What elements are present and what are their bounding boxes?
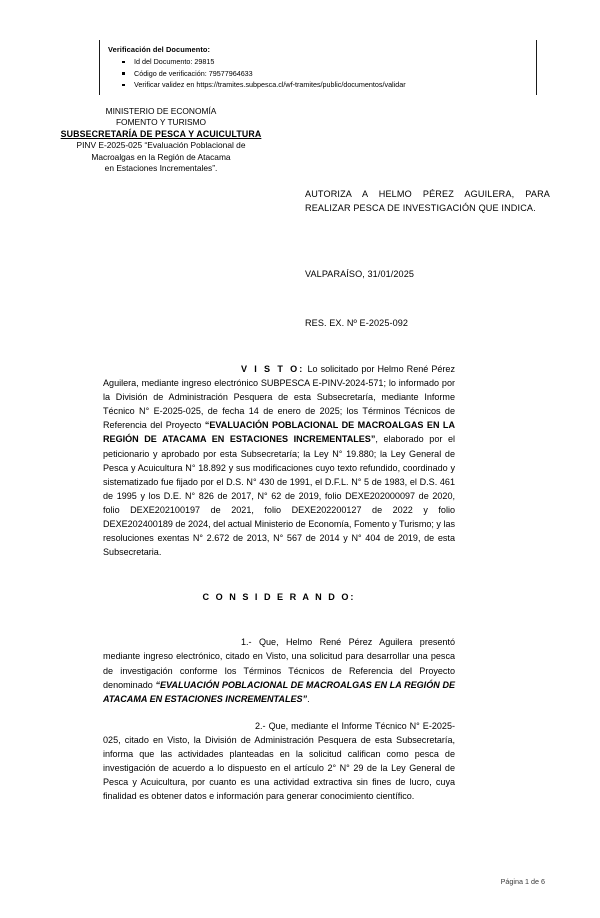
ministry-header: [26, 106, 296, 175]
document-body: [103, 362, 455, 803]
verification-item-code: Código de verificación: 79577964633: [108, 68, 532, 80]
visto-paragraph: [103, 362, 455, 559]
subsecretaria-line: SUBSECRETARÍA DE PESCA Y ACUICULTURA: [60, 128, 262, 139]
considerando-item-2: [103, 719, 455, 804]
page-footer: Página 1 de 6: [500, 877, 545, 886]
visto-project-title: “EVALUACIÓN POBLACIONAL DE MACROALGAS EN LA REGIÓN DE ATACAMA EN ESTACIONES INCREMENTALES”: [103, 420, 455, 445]
visto-part-2: , elaborado por el peticionario y aprobado por esta Subsecretaría; la Ley N° 19.880; la Ley General de Pesca y Acuicultura N° 18.892 y sus modificaciones cuyo texto refundido, coordinado y sistematizado fue fijado por el D.S. N° 430 de 1991, el D.F.L. N° 5 de 1983, el D.S. 461 de 1995 y los D.E. N° 826 de 2017, N° 62 de 2019, folio DEXE202000097 de 2020, folio DEXE202100197 de 2021, folio DEXE202200127 de 2022 y folio DEXE202400189 de 2024, del actual Ministerio de Economía, Fomento y Turismo; y las resoluciones exentas N° 2.672 de 2013, N° 567 de 2014 y N° 404 de 2019, de esta Subsecretaria.: [103, 434, 456, 558]
resolution-number: RES. EX. Nº E-2025-092: [305, 318, 409, 328]
spacer-before-considerando: [103, 559, 455, 586]
verification-item-url: Verificar validez en https://tramites.subpesca.cl/wf-tramites/public/documentos/validar: [108, 79, 532, 91]
considerando-item-1: [103, 635, 455, 705]
authorization-title: AUTORIZA A HELMO PÉREZ AGUILERA, PARA REALIZAR PESCA DE INVESTIGACIÓN QUE INDICA.: [305, 189, 550, 213]
verification-item-document-id: Id del Documento: 29815: [108, 56, 532, 68]
ministry-line-2: FOMENTO Y TURISMO: [115, 117, 207, 128]
visto-part-1: Lo solicitado por Helmo René Pérez Aguilera, mediante ingreso electrónico SUBPESCA E-PINV-2024-571; lo informado por la División de Administración Pesquera de esta Subsecretaría, mediante Informe Técnico N° E-2025-025, de fecha 14 de enero de 2025; los Términos Técnicos de Referencia del Proyecto: [103, 364, 455, 431]
considerando-2-text: Que, mediante el Informe Técnico N° E-2025-025, citado en Visto, la División de Administración Pesquera de esta Subsecretaría, informa que las actividades planteadas en la solicitud califican como pesca de investigación de acuerdo a lo dispuesto en el artículo 2° N° 29 de la Ley General de Pesca y Acuicultura, por cuanto es una actividad extractiva sin fines de lucro, cuya finalidad es obtener datos e información para generar conocimiento científico.: [103, 720, 455, 802]
project-line-2: Macroalgas en la Región de Atacama: [91, 151, 231, 162]
ministry-line-1: MINISTERIO DE ECONOMÍA: [105, 106, 217, 116]
spacer-after-considerando: [103, 613, 455, 635]
place-and-date: VALPARAÍSO, 31/01/2025: [305, 269, 415, 279]
considerando-2-number: 2.-: [255, 720, 266, 731]
considerando-1-project-title: “EVALUACIÓN POBLACIONAL DE MACROALGAS EN LA REGIÓN DE ATACAMA EN ESTACIONES INCREMENTALES”: [103, 679, 456, 704]
project-line-1: PINV E-2025-025 “Evaluación Poblacional de: [76, 140, 246, 151]
verification-box: [99, 40, 537, 95]
project-line-3: en Estaciones Incrementales”.: [104, 163, 218, 174]
considerando-1-part-1: Que, Helmo René Pérez Aguilera presentó mediante ingreso electrónico, citado en Visto, una solicitud para desarrollar una pesca de investigación conforme los Términos Técnicos de Referencia del Proyecto denominado: [103, 637, 455, 690]
visto-label: V I S T O:: [241, 364, 305, 374]
considerando-1-part-2: .: [307, 693, 310, 704]
verification-list: [108, 56, 532, 91]
considerando-heading: C O N S I D E R A N D O:: [202, 592, 356, 602]
considerando-1-number: 1.-: [241, 637, 252, 648]
spacer-between-items: [103, 706, 455, 719]
verification-title: Verificación del Documento:: [108, 45, 211, 54]
